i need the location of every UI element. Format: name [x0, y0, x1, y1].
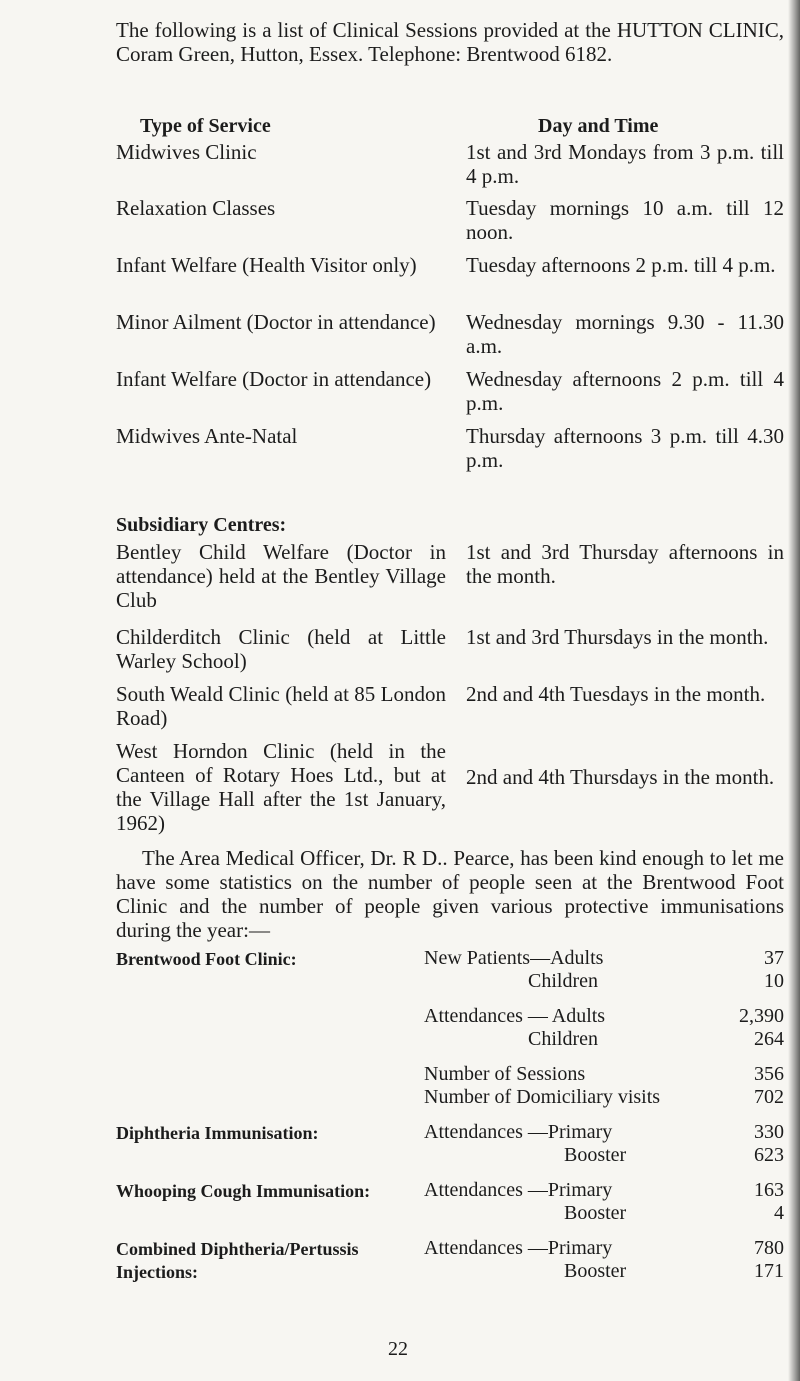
- whooping-primary-value: 163: [754, 1179, 784, 1201]
- sessions-label: Number of Sessions: [424, 1063, 586, 1085]
- whooping-booster-value: 4: [774, 1202, 784, 1224]
- attendances-adults-value: 2,390: [739, 1005, 784, 1027]
- sessions-value: 356: [754, 1063, 784, 1085]
- subsidiary-centre: West Horndon Clinic (held in the Canteen of Rotary Hoes Ltd., but at the Village Hall after the 1st January, 1962): [116, 739, 446, 835]
- whooping-booster-label: Booster: [564, 1202, 627, 1224]
- diphtheria-primary-value: 330: [754, 1121, 784, 1143]
- session-time: Tuesday afternoons 2 p.m. till 4 p.m.: [466, 253, 776, 277]
- combined-booster-value: 171: [754, 1260, 784, 1282]
- header-type-of-service: Type of Service: [140, 115, 271, 137]
- intro-text: The following is a list of Clinical Sessions provided at the HUTTON CLINIC, Coram Green, Hutton, Essex. Telephone: Brentwood 6182.: [116, 18, 784, 66]
- subsidiary-heading: Subsidiary Centres:: [116, 514, 287, 536]
- page-number: 22: [388, 1338, 408, 1360]
- combined-heading-line2: Injections:: [116, 1262, 198, 1282]
- session-service: Midwives Clinic: [116, 140, 257, 164]
- diphtheria-booster-label: Booster: [564, 1144, 627, 1166]
- new-patients-label: New Patients—Adults: [424, 947, 604, 969]
- combined-heading-line1: Combined Diphtheria/Pertussis: [116, 1239, 359, 1259]
- session-time: Tuesday mornings 10 a.m. till 12 noon.: [466, 196, 784, 244]
- session-time: Wednesday mornings 9.30 - 11.30 a.m.: [466, 310, 784, 358]
- subsidiary-centre: Bentley Child Welfare (Doctor in attendance) held at the Bentley Village Club: [116, 540, 446, 612]
- subsidiary-time: 2nd and 4th Tuesdays in the month.: [466, 682, 766, 706]
- session-service: Infant Welfare (Health Visitor only): [116, 253, 417, 277]
- session-service: Midwives Ante-Natal: [116, 424, 298, 448]
- subsidiary-centre: Childerditch Clinic (held at Little Warley School): [116, 625, 446, 673]
- new-patients-children-label: Children: [528, 970, 598, 992]
- attendances-children-value: 264: [754, 1028, 784, 1050]
- session-time: Thursday afternoons 3 p.m. till 4.30 p.m.: [466, 424, 784, 472]
- session-service: Relaxation Classes: [116, 196, 276, 220]
- diphtheria-attendances-label: Attendances —Primary: [424, 1121, 613, 1143]
- session-time: Wednesday afternoons 2 p.m. till 4 p.m.: [466, 367, 784, 415]
- domiciliary-value: 702: [754, 1086, 784, 1108]
- subsidiary-time: 2nd and 4th Thursdays in the month.: [466, 765, 775, 789]
- foot-clinic-heading: Brentwood Foot Clinic:: [116, 949, 297, 969]
- combined-attendances-label: Attendances —Primary: [424, 1237, 613, 1259]
- subsidiary-time: 1st and 3rd Thursday afternoons in the month.: [466, 540, 784, 588]
- attendances-children-label: Children: [528, 1028, 598, 1050]
- subsidiary-centre: South Weald Clinic (held at 85 London Road): [116, 682, 446, 730]
- subsidiary-time: 1st and 3rd Thursdays in the month.: [466, 625, 769, 649]
- whooping-cough-heading: Whooping Cough Immunisation:: [116, 1181, 371, 1201]
- session-service: Minor Ailment (Doctor in attendance): [116, 310, 436, 334]
- session-time: 1st and 3rd Mondays from 3 p.m. till 4 p.m.: [466, 140, 784, 188]
- header-day-and-time: Day and Time: [538, 115, 659, 137]
- attendances-label: Attendances — Adults: [424, 1005, 606, 1027]
- diphtheria-booster-value: 623: [754, 1144, 784, 1166]
- domiciliary-label: Number of Domiciliary visits: [424, 1086, 661, 1108]
- session-service: Infant Welfare (Doctor in attendance): [116, 367, 432, 391]
- new-patients-adults-value: 37: [764, 947, 784, 969]
- whooping-attendances-label: Attendances —Primary: [424, 1179, 613, 1201]
- combined-booster-label: Booster: [564, 1260, 627, 1282]
- new-patients-children-value: 10: [764, 970, 784, 992]
- combined-primary-value: 780: [754, 1237, 784, 1259]
- diphtheria-heading: Diphtheria Immunisation:: [116, 1123, 319, 1143]
- page-edge-shadow: [788, 0, 800, 1381]
- area-officer-paragraph: The Area Medical Officer, Dr. R D.. Pearce, has been kind enough to let me have some statistics on the number of people seen at the Brentwood Foot Clinic and the number of people given various protective immunisations during the year:—: [116, 846, 784, 942]
- intro-paragraph: [116, 18, 784, 66]
